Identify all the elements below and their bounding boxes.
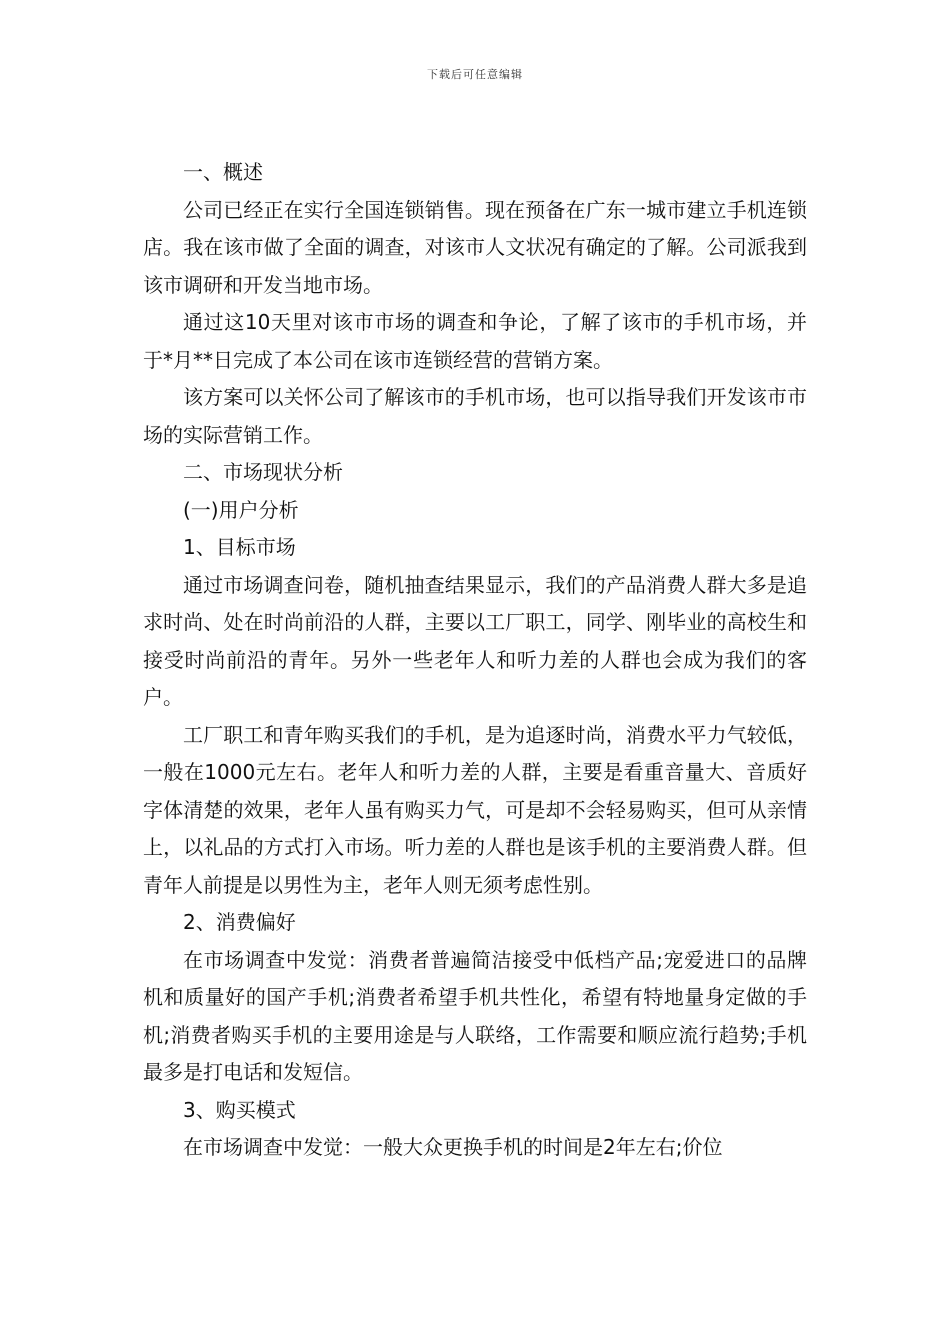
paragraph: 公司已经正在实行全国连锁销售。现在预备在广东一城市建立手机连锁店。我在该市做了全面的调查，对该市人文状况有确定的了解。公司派我到该市调研和开发当地市场。 xyxy=(143,197,807,297)
paragraph: 通过市场调查问卷，随机抽查结果显示，我们的产品消费人群大多是追求时尚、处在时尚前沿的人群，主要以工厂职工，同学、刚毕业的高校生和接受时尚前沿的青年。另外一些老年人和听力差的人群也会成为我们的客户。 xyxy=(143,572,807,709)
item-heading-consumer-preference: 2、消费偏好 xyxy=(183,910,296,934)
section-heading-overview: 一、概述 xyxy=(183,160,263,184)
subsection-heading-user-analysis: (一)用户分析 xyxy=(183,497,299,522)
section-heading-market-analysis: 二、市场现状分析 xyxy=(183,460,343,484)
item-heading-target-market: 1、目标市场 xyxy=(183,535,296,559)
document-body xyxy=(143,154,807,1167)
paragraph: 在市场调查中发觉：消费者普遍简洁接受中低档产品;宠爱进口的品牌机和质量好的国产手机;消费者希望手机共性化，希望有特地量身定做的手机;消费者购买手机的主要用途是与人联络，工作需要和顺应流行趋势;手机最多是打电话和发短信。 xyxy=(143,947,807,1084)
paragraph: 在市场调查中发觉：一般大众更换手机的时间是2年左右;价位 xyxy=(183,1135,723,1159)
page-header-note: 下载后可任意编辑 xyxy=(427,68,523,81)
paragraph: 通过这10天里对该市市场的调查和争论，了解了该市的手机市场，并于*月**日完成了本公司在该市连锁经营的营销方案。 xyxy=(143,310,807,372)
item-heading-purchase-mode: 3、购买模式 xyxy=(183,1097,296,1122)
paragraph: 工厂职工和青年购买我们的手机，是为追逐时尚，消费水平力气较低，一般在1000元左右。老年人和听力差的人群，主要是看重音量大、音质好字体清楚的效果，老年人虽有购买力气，可是却不会轻易购买，但可从亲情上，以礼品的方式打入市场。听力差的人群也是该手机的主要消费人群。但青年人前提是以男性为主，老年人则无须考虑性别。 xyxy=(143,722,807,897)
paragraph: 该方案可以关怀公司了解该市的手机市场，也可以指导我们开发该市市场的实际营销工作。 xyxy=(143,385,807,447)
